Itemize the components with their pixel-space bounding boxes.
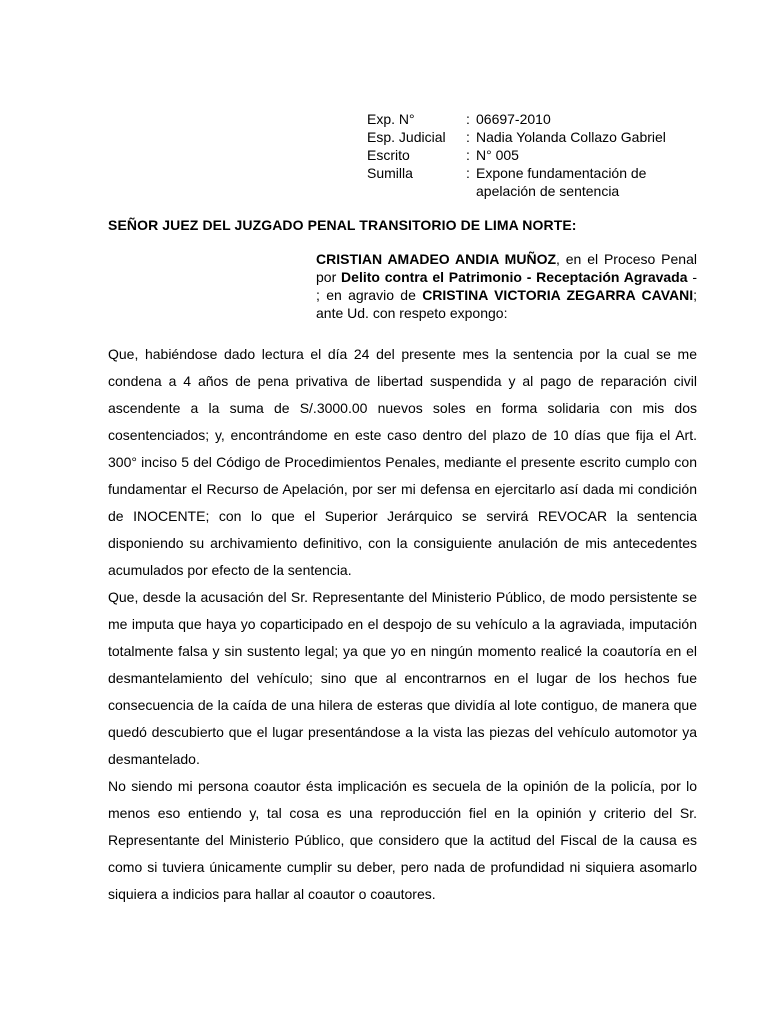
header-row-sumilla: [367, 164, 706, 200]
header-separator: :: [466, 147, 470, 163]
header-separator: :: [466, 111, 470, 127]
header-row-especialista: [367, 128, 706, 146]
body-paragraph: No siendo mi persona coautor ésta implicación es secuela de la opinión de la policía, por lo menos eso entiendo y, tal cosa es una reproducción fiel en la opinión y criterio del Sr. Representante del Ministerio Público, que considero que la actitud del Fiscal de la causa es como si tuviera únicamente cumplir su deber, pero nada de profundidad ni siquiera asomarlo siquiera a indicios para hallar al coautor o coautores.: [108, 778, 697, 902]
header-label: Escrito: [367, 147, 410, 163]
header-label: Sumilla: [367, 165, 413, 181]
victim-name: CRISTINA VICTORIA ZEGARRA CAVANI: [422, 287, 694, 303]
header-value: 06697-2010: [476, 111, 551, 127]
document-title: SEÑOR JUEZ DEL JUZGADO PENAL TRANSITORIO DE LIMA NORTE:: [108, 217, 577, 233]
header-row-exp: [367, 110, 706, 128]
intro-paragraph: [316, 250, 697, 322]
crime-name: Delito contra el Patrimonio - Receptación Agravada: [341, 269, 688, 285]
body-paragraph: Que, desde la acusación del Sr. Representante del Ministerio Público, de modo persistente se me imputa que haya yo coparticipado en el despojo de su vehículo a la agraviada, imputación totalmente falsa y sin sustento legal; ya que yo en ningún momento realicé la coautoría en el desmantelamiento del vehículo; sino que al encontrarnos en el lugar de los hechos fue consecuencia de la caída de una hilera de esteras que dividía al lote contiguo, de manera que quedó descubierto que el lugar presentándose a la vista las piezas del vehículo automotor ya desmantelado.: [108, 589, 697, 767]
header-separator: :: [466, 129, 470, 145]
body-paragraph: Que, habiéndose dado lectura el día 24 del presente mes la sentencia por la cual se me condena a 4 años de pena privativa de libertad suspendida y al pago de reparación civil ascendente a la suma de S/.3000.00 nuevos soles en forma solidaria con mis dos cosentenciados; y, encontrándome en este caso dentro del plazo de 10 días que fija el Art. 300° inciso 5 del Código de Procedimientos Penales, mediante el presente escrito cumplo con fundamentar el Recurso de Apelación, por ser mi defensa en ejercitarlo así dada mi condición de INOCENTE; con lo que el Superior Jerárquico se servirá REVOCAR la sentencia disponiendo su archivamiento definitivo, con la consiguiente anulación de mis antecedentes acumulados por efecto de la sentencia.: [108, 346, 697, 578]
header-separator: :: [466, 165, 470, 181]
case-header: [367, 110, 706, 200]
document-body: [108, 341, 697, 908]
header-label: Exp. N°: [367, 111, 415, 127]
petitioner-name: CRISTIAN AMADEO ANDIA MUÑOZ: [316, 251, 557, 267]
intro-text: , en el Proceso Penal por: [316, 251, 697, 285]
header-value: Expone fundamentación de apelación de sentencia: [476, 165, 647, 199]
header-value: Nadia Yolanda Collazo Gabriel: [476, 129, 666, 145]
header-row-escrito: [367, 146, 706, 164]
header-label: Esp. Judicial: [367, 129, 446, 145]
intro-text: - ; en agravio de: [316, 269, 697, 303]
intro-text: ; ante Ud. con respeto expongo:: [316, 287, 697, 321]
header-value: N° 005: [476, 147, 519, 163]
